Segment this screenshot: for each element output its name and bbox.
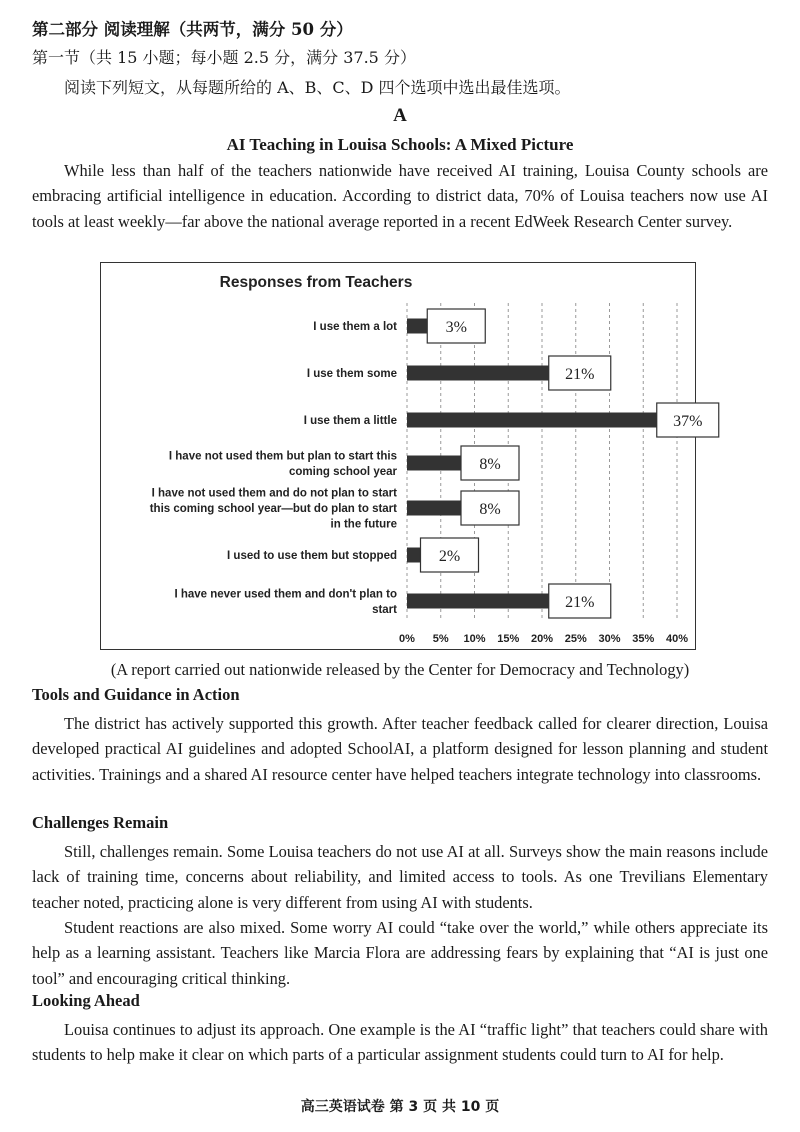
chart-title: Responses from Teachers: [219, 274, 413, 291]
bar: [407, 548, 421, 563]
instructions: 阅读下列短文，从每题所给的 A、B、C、D 四个选项中选出最佳选项。: [64, 78, 571, 97]
category-label: I have not used them but plan to start this: [168, 450, 397, 463]
bar: [407, 456, 461, 471]
category-label: in the future: [330, 518, 397, 531]
bar: [407, 501, 461, 516]
bar: [407, 319, 427, 334]
intro-paragraph: While less than half of the teachers nationwide have received AI training, Louisa County schools are embracing artificial intelligence in education. According to district data, 70% of Louisa teachers now use AI tools at least weekly—far above the national average reported in a recent EdWeek Research Center survey.: [32, 161, 768, 231]
x-tick-label: 20%: [530, 633, 554, 645]
section-heading-tools: Tools and Guidance in Action: [32, 685, 240, 704]
looking-ahead-paragraph: Louisa continues to adjust its approach. One example is the AI “traffic light” that teachers could share with students to help make it clear on which parts of a particular assignment students could turn to AI for help.: [32, 1020, 768, 1065]
x-tick-label: 10%: [463, 633, 486, 645]
category-label: I have not used them and do not plan to start: [151, 487, 397, 500]
passage-title: AI Teaching in Louisa Schools: A Mixed Picture: [226, 135, 574, 154]
x-tick-label: 25%: [564, 633, 587, 645]
page-footer: 高三英语试卷 第 3 页 共 10 页: [300, 1099, 500, 1115]
passage-letter: A: [393, 105, 407, 126]
data-label: 2%: [438, 548, 461, 565]
bar: [407, 413, 657, 428]
data-label: 8%: [479, 456, 501, 473]
data-label: 8%: [479, 501, 501, 518]
category-label: I have never used them and don't plan to: [174, 588, 397, 601]
x-tick-label: 5%: [432, 633, 449, 645]
section-heading-challenges: Challenges Remain: [32, 813, 169, 832]
data-label: 37%: [673, 413, 703, 430]
responses-chart: [100, 262, 703, 650]
x-tick-label: 0%: [399, 633, 415, 645]
category-label: I use them some: [306, 368, 397, 380]
challenges-paragraph-1: Still, challenges remain. Some Louisa teachers do not use AI at all. Surveys show the main reasons include lack of training time, concerns about reliability, and limited access to tools. As one Trevilians Elementary teacher noted, practicing alone is very different from using AI with students.: [32, 842, 768, 912]
part-title: 第二部分 阅读理解（共两节，满分 50 分）: [32, 20, 353, 39]
x-tick-label: 35%: [632, 633, 655, 645]
category-label: I used to use them but stopped: [227, 550, 397, 562]
chart-caption: (A report carried out nationwide released by the Center for Democracy and Technology): [110, 660, 690, 679]
x-tick-label: 40%: [665, 633, 689, 645]
category-label: I use them a lot: [313, 321, 397, 333]
category-label: start: [372, 603, 397, 616]
tools-paragraph: The district has actively supported this growth. After teacher feedback called for clearer direction, Louisa developed practical AI guidelines and adopted SchoolAI, a platform designed for lesson planning and student activities. Trainings and a shared AI resource center have helped teachers integrate technology into classrooms.: [32, 714, 768, 784]
challenges-paragraph-2: Student reactions are also mixed. Some worry AI could “take over the world,” while others appreciate its help as a learning assistant. Teachers like Marcia Flora are addressing fears by explaining that “AI is just one tool” and encouraging critical thinking.: [32, 918, 768, 988]
section-title: 第一节（共 15 小题；每小题 2.5 分，满分 37.5 分）: [32, 48, 416, 67]
category-label: coming school year: [288, 465, 397, 478]
category-label: I use them a little: [303, 415, 397, 427]
category-label: this coming school year—but do plan to start: [149, 503, 397, 515]
data-label: 21%: [565, 594, 595, 611]
bar: [407, 366, 549, 381]
data-label: 21%: [565, 366, 595, 383]
x-tick-label: 30%: [598, 633, 621, 645]
x-tick-label: 15%: [497, 633, 520, 645]
data-label: 3%: [445, 319, 467, 336]
section-heading-looking-ahead: Looking Ahead: [32, 991, 140, 1010]
bar: [407, 594, 549, 609]
chart-svg: [101, 263, 703, 651]
